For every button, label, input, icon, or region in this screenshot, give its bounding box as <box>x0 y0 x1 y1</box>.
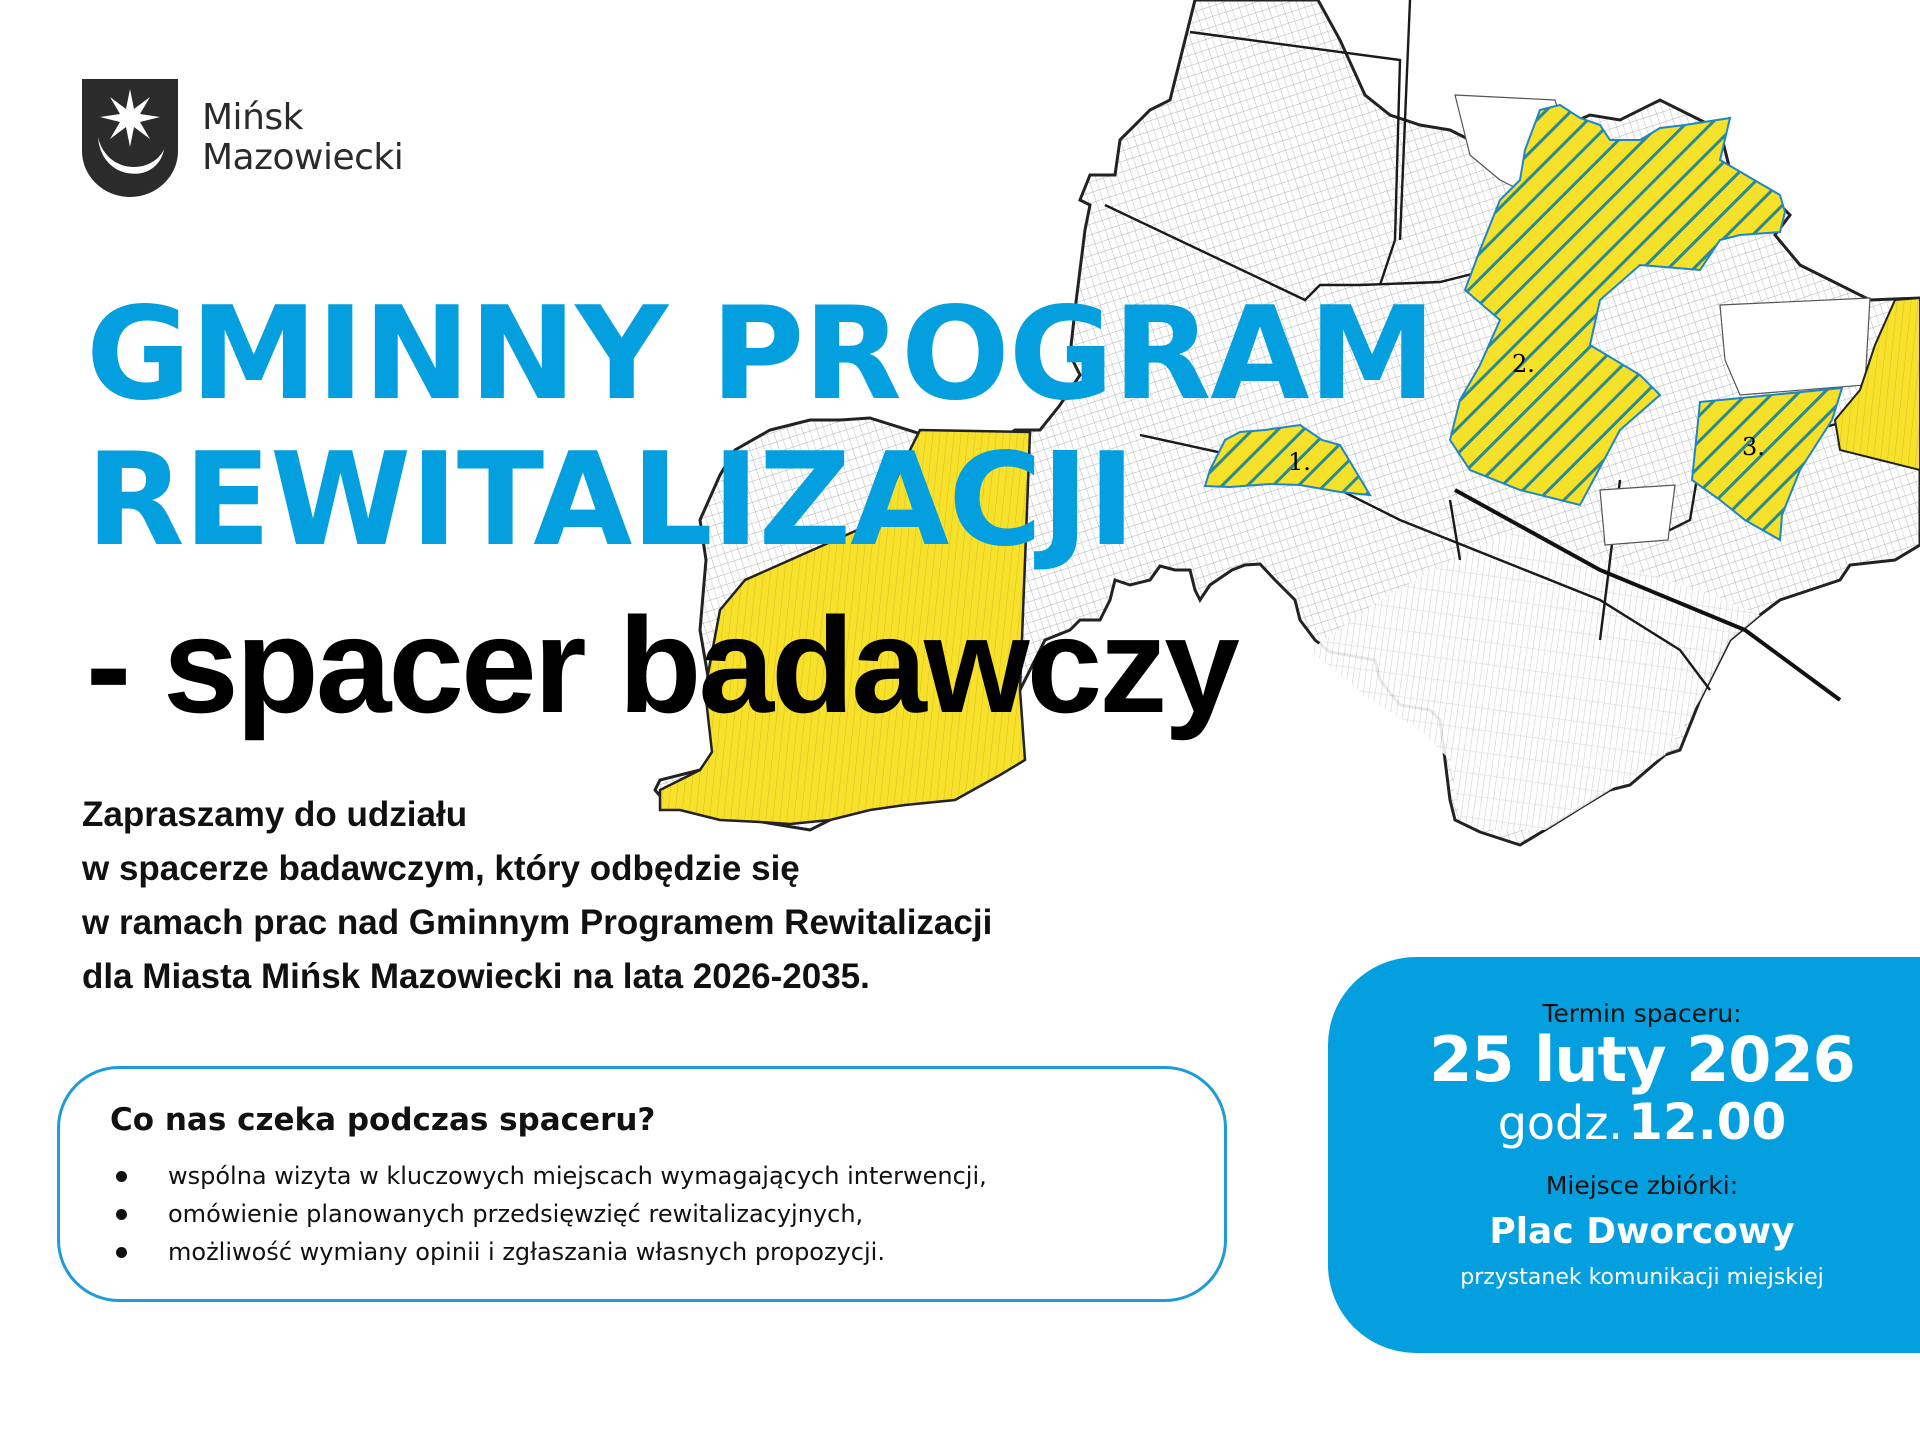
event-date: 25 luty 2026 <box>1429 1023 1855 1096</box>
page-subtitle: - spacer badawczy <box>86 589 1237 741</box>
city-name-line2: Mazowiecki <box>202 137 404 178</box>
event-place: Plac Dworcowy <box>1489 1211 1795 1252</box>
agenda-heading: Co nas czeka podczas spaceru? <box>110 1102 656 1138</box>
bullet-icon <box>116 1209 127 1220</box>
agenda-item <box>110 1157 987 1195</box>
intro-paragraph <box>82 788 992 1004</box>
title-line-1: GMINNY PROGRAM <box>86 280 1435 429</box>
place-note: przystanek komunikacji miejskiej <box>1460 1265 1824 1290</box>
area-label-2: 2. <box>1512 350 1535 378</box>
event-time-row <box>1328 1093 1920 1151</box>
bullet-icon <box>116 1171 127 1182</box>
city-name <box>202 98 403 178</box>
agenda-list <box>110 1157 987 1271</box>
place-label: Miejsce zbiórki: <box>1545 1171 1739 1200</box>
city-name-line1: Mińsk <box>202 97 303 138</box>
date-label: Termin spaceru: <box>1542 999 1742 1028</box>
intro-line: w spacerze badawczym, który odbędzie się <box>82 849 800 888</box>
area-label-1: 1. <box>1288 448 1311 476</box>
agenda-item-text: wspólna wizyta w kluczowych miejscach wymagających interwencji, <box>168 1162 987 1190</box>
agenda-card <box>57 1066 1227 1302</box>
title-line-2: REWITALIZACJI <box>86 426 1135 575</box>
intro-line: w ramach prac nad Gminnym Programem Rewitalizacji <box>82 903 993 942</box>
event-details-box <box>1328 957 1920 1353</box>
agenda-item <box>110 1195 987 1233</box>
intro-line: Zapraszamy do udziału <box>82 795 468 834</box>
event-time: 12.00 <box>1628 1093 1787 1151</box>
intro-line: dla Miasta Mińsk Mazowiecki na lata 2026-2035. <box>82 957 870 996</box>
bullet-icon <box>116 1247 127 1258</box>
agenda-item-text: omówienie planowanych przedsięwzięć rewitalizacyjnych, <box>168 1200 864 1228</box>
area-label-3: 3. <box>1742 433 1765 461</box>
city-logo <box>82 79 403 197</box>
agenda-item-text: możliwość wymiany opinii i zgłaszania własnych propozycji. <box>168 1238 885 1266</box>
agenda-item <box>110 1233 987 1271</box>
page-title <box>86 282 1435 574</box>
time-prefix: godz. <box>1497 1096 1624 1150</box>
coat-of-arms-icon <box>82 79 178 197</box>
